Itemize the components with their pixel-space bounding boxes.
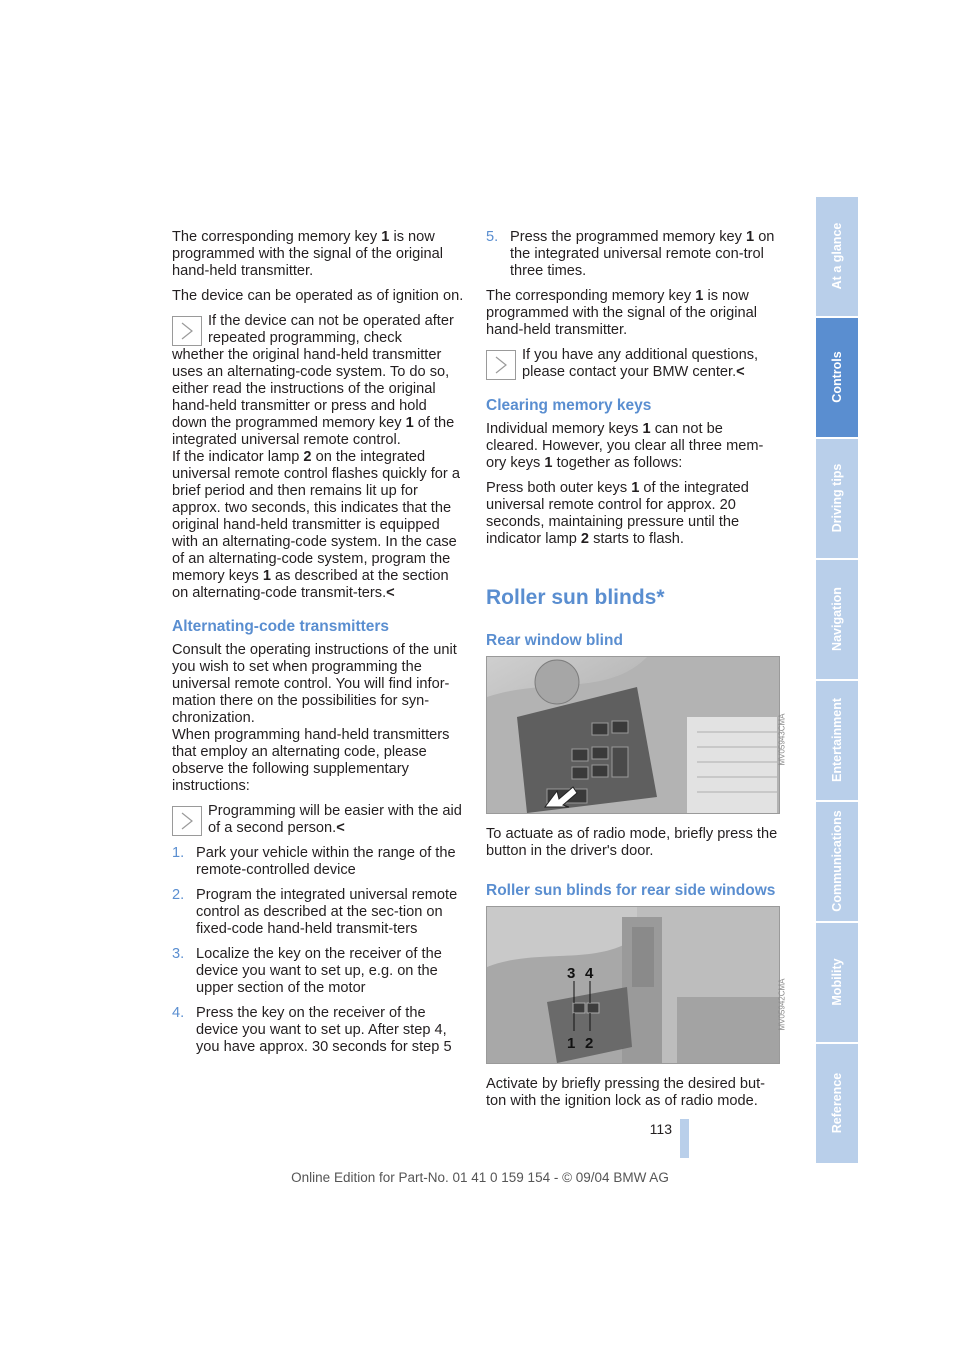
footer-edition: Online Edition for Part-No. 01 41 0 159 154 - © 09/04 BMW AG [291, 1170, 669, 1185]
end-mark: < [736, 364, 745, 380]
list-item: 4. Press the key on the receiver of the device you want to set up. After step 4, you have approx. 30 seconds for step 5 [172, 1005, 452, 1055]
heading-clearing-memory-keys: Clearing memory keys [486, 397, 652, 414]
paragraph: The corresponding memory key 1 is now programmed with the signal of the original hand-held transmitter. [486, 288, 757, 338]
tab-mobility[interactable]: Mobility [816, 923, 858, 1042]
tab-at-a-glance[interactable]: At a glance [816, 197, 858, 316]
tab-reference[interactable]: Reference [816, 1044, 858, 1163]
heading-roller-sun-blinds: Roller sun blinds* [486, 586, 665, 609]
list-item: 1. Park your vehicle within the range of the remote-controlled device [172, 845, 456, 878]
note-arrow-icon [172, 806, 202, 836]
left-column [172, 229, 464, 1064]
page-marker-bar [680, 1119, 689, 1158]
list-item: 5. Press the programmed memory key 1 on the integrated universal remote con-trol three times. [486, 229, 775, 279]
note-arrow-icon [486, 350, 516, 380]
photo-rear-door-switches [486, 906, 780, 1064]
note-box: Programming will be easier with the aid of a second person.< [172, 803, 464, 837]
end-mark: < [386, 585, 395, 601]
paragraph: When programming hand-held transmitters that employ an alternating code, please observe the following supplementary instructions: [172, 727, 450, 794]
steps-list [172, 845, 464, 1056]
photo-label: 1 [567, 1035, 576, 1052]
heading-alternating-code: Alternating-code transmitters [172, 618, 390, 635]
tab-entertainment[interactable]: Entertainment [816, 681, 858, 800]
paragraph: Individual memory keys 1 can not be cleared. However, you clear all three mem-ory keys 1 together as follows: [486, 421, 764, 471]
tab-controls[interactable]: Controls [816, 318, 858, 437]
list-item: 3. Localize the key on the receiver of the device you want to set up, e.g. on the upper section of the motor [172, 946, 442, 996]
paragraph: The corresponding memory key 1 is now programmed with the signal of the original hand-held transmitter. [172, 229, 443, 279]
heading-rear-side-windows: Roller sun blinds for rear side windows [486, 882, 776, 899]
paragraph: To actuate as of radio mode, briefly press the button in the driver's door. [486, 826, 778, 859]
end-mark: < [336, 820, 345, 836]
note-box: If the device can not be operated after repeated programming, check whether the original hand-held transmitter uses an alternating-code system. To do so, either read the instructions of the original hand-held transmitter or press and hold down the programmed memory key 1 of the integrated universal remote control. If the indicator lamp 2 on the integrated universal remote control flashes quickly for a brief period and then remains lit up for approx. two seconds, this indicates that the original hand-held transmitter is equipped with an alternating-code system. In the case of an alternating-code system, program the memory keys 1 as described at the section on alternating-code transmit-ters.< [172, 313, 460, 601]
paragraph: The device can be operated as of ignition on. [172, 288, 464, 304]
note-arrow-icon [172, 316, 202, 346]
photo-code-1: MV05943CMA [777, 713, 787, 766]
photo-driver-door-switches [486, 656, 780, 814]
photo-label: 2 [585, 1035, 594, 1052]
paragraph: Consult the operating instructions of the unit you wish to set when programming the universal remote control. You will find infor-mation there on the possibilities for syn-chronization. [172, 642, 457, 726]
tab-communications[interactable]: Communications [816, 802, 858, 921]
page-number: 113 [649, 1121, 672, 1137]
photo-label: 3 [567, 965, 576, 982]
tab-navigation[interactable]: Navigation [816, 560, 858, 679]
right-column [486, 229, 778, 1118]
heading-rear-window-blind: Rear window blind [486, 632, 623, 649]
photo-label: 4 [585, 965, 594, 982]
note-box: If you have any additional questions, please contact your BMW center.< [486, 347, 778, 381]
section-tabs [816, 197, 858, 1160]
photo-code-2: MV05942CMA [777, 978, 787, 1031]
steps-list-continued [486, 229, 778, 280]
list-item: 2. Program the integrated universal remote control as described at the sec-tion on fixed-code hand-held transmit-ters [172, 887, 458, 937]
paragraph: Press both outer keys 1 of the integrated universal remote control for approx. 20 seconds, maintaining pressure until the indicator lamp 2 starts to flash. [486, 480, 749, 547]
paragraph: Activate by briefly pressing the desired but-ton with the ignition lock as of radio mode. [486, 1076, 766, 1109]
tab-driving-tips[interactable]: Driving tips [816, 439, 858, 558]
